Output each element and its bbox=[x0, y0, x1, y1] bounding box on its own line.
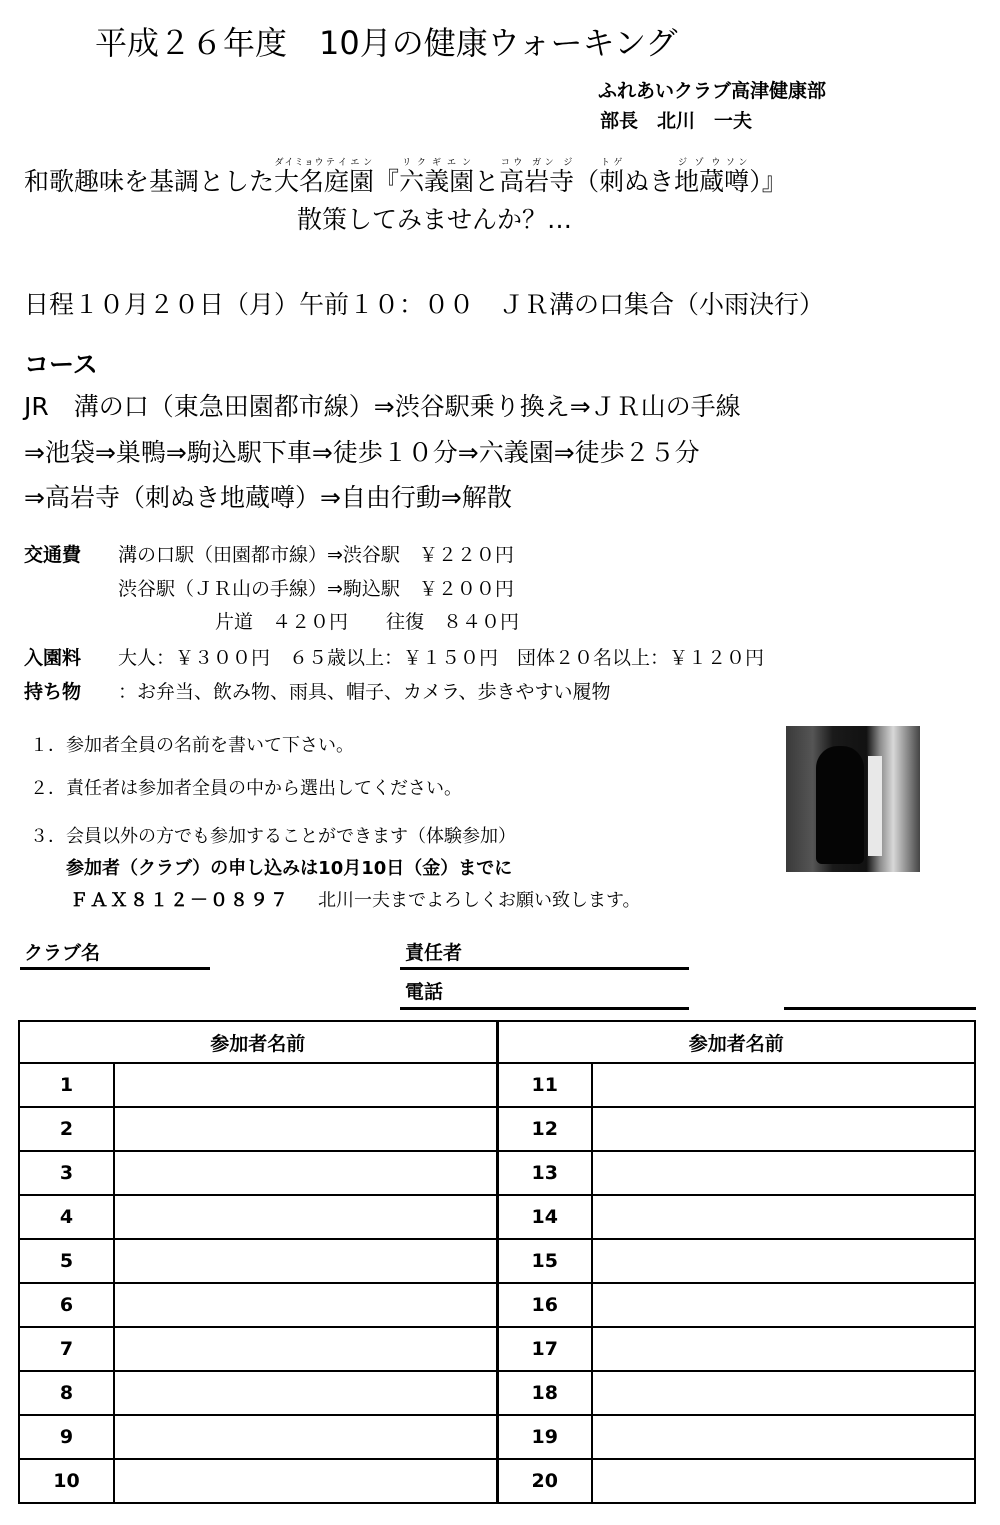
headline-line2: 散策してみませんか？… bbox=[297, 205, 573, 234]
table-row bbox=[19, 1371, 975, 1415]
participant-name-cell[interactable] bbox=[114, 1151, 497, 1195]
ruby-teien: 庭園テイエン bbox=[324, 158, 375, 196]
fare-row-2: 渋谷駅（ＪＲ山の手線）⇒駒込駅 ￥２００円 bbox=[118, 578, 514, 600]
participant-name-cell[interactable] bbox=[114, 1327, 497, 1371]
participant-number: 12 bbox=[497, 1107, 592, 1151]
participant-number: 20 bbox=[497, 1459, 592, 1503]
participant-name-cell[interactable] bbox=[592, 1063, 975, 1107]
participant-number: 19 bbox=[497, 1415, 592, 1459]
fax-number: ＦＡＸ８１２－０８９７ bbox=[70, 890, 290, 911]
note-2: ２．責任者は参加者全員の中から選出してください。 bbox=[30, 778, 462, 799]
participant-number: 11 bbox=[497, 1063, 592, 1107]
ruby-rikugien: 六義園リクギエン bbox=[399, 158, 475, 196]
participant-number: 16 bbox=[497, 1283, 592, 1327]
phone-label: 電話 bbox=[405, 981, 444, 1003]
admission-label: 入園料 bbox=[24, 647, 82, 669]
participant-number: 1 bbox=[19, 1063, 114, 1107]
participant-name-cell[interactable] bbox=[114, 1283, 497, 1327]
participant-name-cell[interactable] bbox=[592, 1327, 975, 1371]
photo-pillar bbox=[868, 756, 882, 856]
organizer: ふれあいクラブ高津健康部 bbox=[598, 80, 827, 102]
participant-number: 13 bbox=[497, 1151, 592, 1195]
belongings-label: 持ち物 bbox=[24, 681, 82, 703]
table-row bbox=[19, 1327, 975, 1371]
participant-name-cell[interactable] bbox=[114, 1107, 497, 1151]
participant-number: 18 bbox=[497, 1371, 592, 1415]
participant-name-cell[interactable] bbox=[592, 1195, 975, 1239]
table-row bbox=[19, 1239, 975, 1283]
participant-name-cell[interactable] bbox=[114, 1459, 497, 1503]
course-line-1: JR 溝の口（東急田園都市線）⇒渋谷駅乗り換え⇒ＪＲ山の手線 bbox=[24, 392, 741, 421]
ruby-kouganji: 高岩寺コウ ガン ジ bbox=[499, 158, 575, 196]
participant-name-cell[interactable] bbox=[114, 1063, 497, 1107]
fare-row-3: 片道 ４２０円 往復 ８４０円 bbox=[215, 611, 520, 633]
leader-label: 責任者 bbox=[405, 942, 463, 964]
note-1: １．参加者全員の名前を書いて下さい。 bbox=[30, 735, 354, 756]
participant-name-cell[interactable] bbox=[114, 1195, 497, 1239]
participant-number: 5 bbox=[19, 1239, 114, 1283]
participant-number: 4 bbox=[19, 1195, 114, 1239]
headline: 和歌趣味を基調とした大名ダイミョウ庭園テイエン『六義園リクギエンと高岩寺コウ ガン ジ（刺トゲぬき地蔵ジゾウ噂ソン）』 bbox=[24, 158, 787, 196]
table-row bbox=[19, 1195, 975, 1239]
participant-name-cell[interactable] bbox=[114, 1371, 497, 1415]
phone-line-extra[interactable] bbox=[784, 1007, 976, 1010]
deadline: 参加者（クラブ）の申し込みは10月10日（金）までに bbox=[66, 858, 513, 879]
course-line-3: ⇒高岩寺（刺ぬき地蔵噂）⇒自由行動⇒解散 bbox=[24, 483, 512, 512]
table-row bbox=[19, 1151, 975, 1195]
head-person: 部長 北川 一夫 bbox=[600, 110, 753, 132]
schedule: 日程１０月２０日（月）午前１０：００ ＪＲ溝の口集合（小雨決行） bbox=[24, 290, 825, 319]
participant-number: 17 bbox=[497, 1327, 592, 1371]
participant-number: 9 bbox=[19, 1415, 114, 1459]
course-line-2: ⇒池袋⇒巣鴨⇒駒込駅下車⇒徒歩１０分⇒六義園⇒徒歩２５分 bbox=[24, 438, 700, 467]
table-row bbox=[19, 1415, 975, 1459]
event-photo bbox=[786, 726, 920, 872]
photo-figure bbox=[816, 746, 864, 864]
table-row bbox=[19, 1283, 975, 1327]
ruby-daimyo: 大名ダイミョウ bbox=[274, 158, 325, 196]
participant-number: 10 bbox=[19, 1459, 114, 1503]
participant-name-cell[interactable] bbox=[592, 1459, 975, 1503]
participant-name-cell[interactable] bbox=[592, 1151, 975, 1195]
roster-header-right: 参加者名前 bbox=[497, 1021, 975, 1063]
participant-name-cell[interactable] bbox=[592, 1371, 975, 1415]
leader-line[interactable] bbox=[400, 967, 689, 970]
table-row bbox=[19, 1107, 975, 1151]
admission-text: 大人：￥３００円 ６５歳以上：￥１５０円 団体２０名以上：￥１２０円 bbox=[118, 647, 765, 669]
headline-prefix: 和歌趣味を基調とした bbox=[24, 167, 275, 196]
roster-header-row bbox=[19, 1021, 975, 1063]
participant-name-cell[interactable] bbox=[114, 1415, 497, 1459]
fax-tail: 北川一夫までよろしくお願い致します。 bbox=[318, 890, 641, 911]
table-row bbox=[19, 1063, 975, 1107]
belongings-text: ：お弁当、飲み物、雨具、帽子、カメラ、歩きやすい履物 bbox=[118, 681, 611, 703]
participant-number: 14 bbox=[497, 1195, 592, 1239]
participant-number: 8 bbox=[19, 1371, 114, 1415]
ruby-son: 噂ソン bbox=[724, 158, 750, 196]
participant-name-cell[interactable] bbox=[114, 1239, 497, 1283]
course-heading: コース bbox=[24, 350, 98, 379]
table-row bbox=[19, 1459, 975, 1503]
phone-line[interactable] bbox=[400, 1007, 689, 1010]
roster-table bbox=[18, 1020, 976, 1504]
club-name-label: クラブ名 bbox=[24, 942, 101, 964]
note-3: ３．会員以外の方でも参加することができます（体験参加） bbox=[30, 826, 516, 847]
ruby-jizou: 地蔵ジゾウ bbox=[674, 158, 725, 196]
participant-name-cell[interactable] bbox=[592, 1239, 975, 1283]
page-title: 平成２６年度 10月の健康ウォーキング bbox=[95, 24, 678, 62]
participant-name-cell[interactable] bbox=[592, 1415, 975, 1459]
participant-number: 6 bbox=[19, 1283, 114, 1327]
ruby-toge: 刺トゲ bbox=[599, 158, 625, 196]
fare-row-1: 溝の口駅（田園都市線）⇒渋谷駅 ￥２２０円 bbox=[118, 544, 514, 566]
participant-number: 15 bbox=[497, 1239, 592, 1283]
club-name-line[interactable] bbox=[20, 967, 210, 970]
fares-label: 交通費 bbox=[24, 544, 82, 566]
participant-name-cell[interactable] bbox=[592, 1283, 975, 1327]
roster-header-left: 参加者名前 bbox=[19, 1021, 497, 1063]
participant-number: 3 bbox=[19, 1151, 114, 1195]
participant-number: 7 bbox=[19, 1327, 114, 1371]
participant-name-cell[interactable] bbox=[592, 1107, 975, 1151]
participant-number: 2 bbox=[19, 1107, 114, 1151]
